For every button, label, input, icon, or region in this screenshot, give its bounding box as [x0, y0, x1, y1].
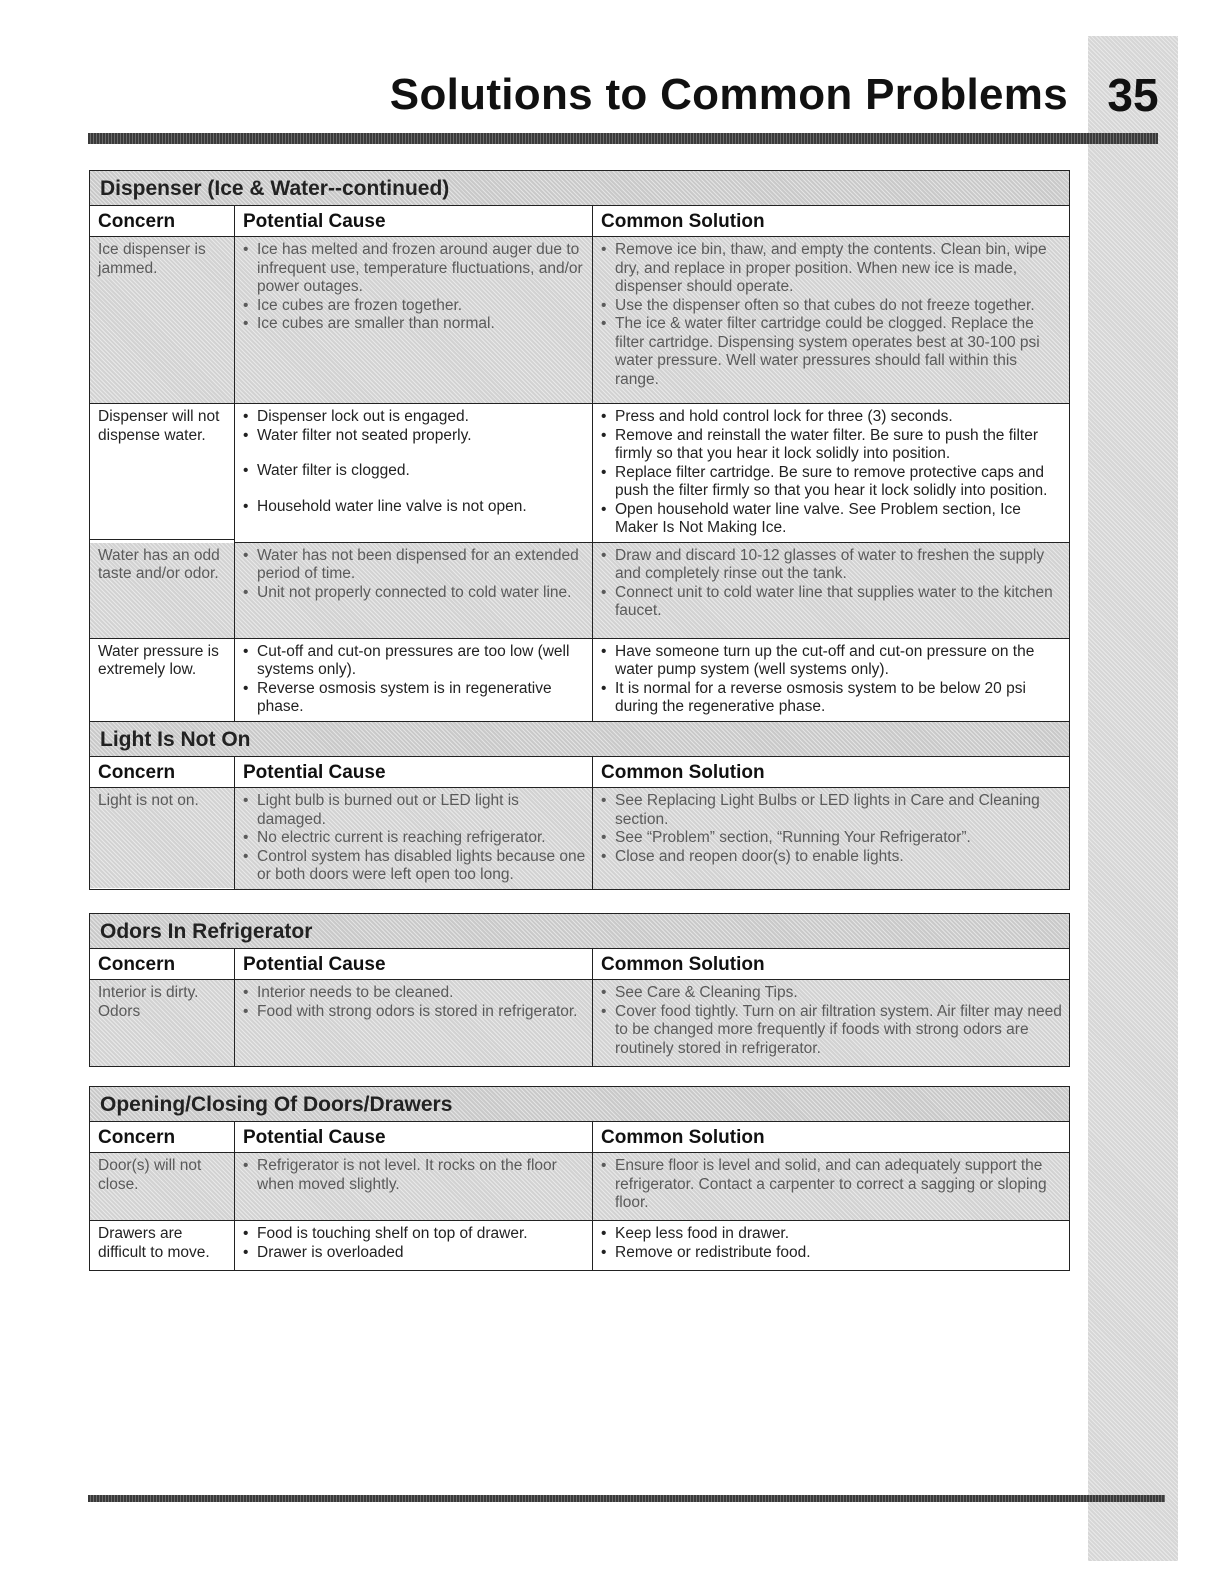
cause-header: Potential Cause [234, 757, 592, 788]
solution-item: • Replace filter cartridge. Be sure to remove protective caps and push the filter firmly so that you hear it lock solidly into position. [601, 464, 1063, 501]
solution-item: • See Care & Cleaning Tips. [601, 984, 1063, 1003]
bottom-rule [88, 1495, 1165, 1502]
cause-item: • Food is touching shelf on top of drawer. [243, 1225, 586, 1244]
solution-item: • Close and reopen door(s) to enable lights. [601, 848, 1063, 867]
solution-item: • Have someone turn up the cut-off and cut-on pressure on the water pump system (well systems only). [601, 643, 1063, 680]
solution-item: • Keep less food in drawer. [601, 1225, 1063, 1244]
section-title: Opening/Closing Of Doors/Drawers [90, 1087, 1069, 1122]
concern-cell: Drawers are difficult to move. [98, 1225, 210, 1261]
solution-item: • See “Problem” section, “Running Your Refrigerator”. [601, 829, 1063, 848]
cause-item: • Water has not been dispensed for an extended period of time. [243, 547, 586, 584]
section-dispenser [89, 170, 1070, 728]
cause-item: • Refrigerator is not level. It rocks on the floor when moved slightly. [243, 1157, 586, 1194]
concern-cell: Door(s) will not close. [90, 1153, 234, 1221]
solution-cell [592, 543, 1069, 639]
cause-item: • Control system has disabled lights because one or both doors were left open too long. [243, 848, 586, 885]
cause-item: • Drawer is overloaded [243, 1244, 586, 1263]
section-odors [89, 913, 1070, 1067]
solution-cell [592, 980, 1069, 1066]
cause-cell [234, 404, 592, 543]
cause-item: • Ice cubes are smaller than normal. [243, 315, 586, 334]
cause-item: • Food with strong odors is stored in refrigerator. [243, 1003, 586, 1022]
cause-item: • Water filter not seated properly. [243, 427, 586, 446]
solution-item: • Remove ice bin, thaw, and empty the contents. Clean bin, wipe dry, and replace in proper position. When new ice is made, dispenser should operate. [601, 241, 1063, 297]
cause-item: • Reverse osmosis system is in regenerative phase. [243, 680, 586, 717]
solution-item: • Press and hold control lock for three (3) seconds. [601, 408, 1063, 427]
solution-header: Common Solution [592, 1122, 1069, 1153]
solution-cell [592, 639, 1069, 727]
cause-cell [234, 1221, 592, 1270]
solution-item: • Open household water line valve. See Problem section, Ice Maker Is Not Making Ice. [601, 501, 1063, 538]
side-tab [1088, 36, 1178, 1561]
cause-item: • Light bulb is burned out or LED light is damaged. [243, 792, 586, 829]
cause-item: • Water filter is clogged. [243, 462, 586, 481]
cause-header: Potential Cause [234, 1122, 592, 1153]
section-title: Light Is Not On [90, 722, 1069, 757]
cause-cell [234, 543, 592, 639]
solution-cell [592, 404, 1069, 543]
concern-cell: Ice dispenser is jammed. [90, 237, 234, 404]
cause-cell [234, 237, 592, 404]
concern-header: Concern [90, 949, 234, 980]
solution-item: • Draw and discard 10-12 glasses of water to freshen the supply and completely rinse out the tank. [601, 547, 1063, 584]
solution-cell [592, 1153, 1069, 1221]
solution-item: • It is normal for a reverse osmosis system to be below 20 psi during the regenerative phase. [601, 680, 1063, 717]
concern-header: Concern [90, 757, 234, 788]
solution-item: • Use the dispenser often so that cubes do not freeze together. [601, 297, 1063, 316]
page-number: 35 [1107, 69, 1159, 121]
cause-header: Potential Cause [234, 206, 592, 237]
cause-cell [234, 639, 592, 727]
solution-cell [592, 788, 1069, 889]
solution-item: • Connect unit to cold water line that supplies water to the kitchen faucet. [601, 584, 1063, 621]
solution-item: • Remove and reinstall the water filter. Be sure to push the filter firmly so that you hear it lock solidly into position. [601, 427, 1063, 464]
solution-cell [592, 237, 1069, 404]
page-title: Solutions to Common Problems [389, 70, 1068, 119]
section-doors-drawers [89, 1086, 1070, 1271]
cause-item: • Household water line valve is not open. [243, 498, 586, 517]
solution-item: • The ice & water filter cartridge could be clogged. Replace the filter cartridge. Dispensing system operates best at 30-100 psi water pressure. Well water pressures should fall within this range. [601, 315, 1063, 389]
solution-header: Common Solution [592, 206, 1069, 237]
concern-cell: Water pressure is extremely low. [98, 642, 219, 678]
section-title: Dispenser (Ice & Water--continued) [90, 171, 1069, 206]
concern-cell: Interior is dirty. Odors [90, 980, 234, 1066]
section-light [89, 721, 1070, 890]
cause-item: • Unit not properly connected to cold water line. [243, 584, 586, 603]
cause-item: • Interior needs to be cleaned. [243, 984, 586, 1003]
cause-item: • Ice has melted and frozen around auger due to infrequent use, temperature fluctuations, and/or power outages. [243, 241, 586, 297]
solution-item: • Remove or redistribute food. [601, 1244, 1063, 1263]
cause-cell [234, 1153, 592, 1221]
cause-header: Potential Cause [234, 949, 592, 980]
top-rule [88, 133, 1158, 144]
concern-cell: Light is not on. [90, 788, 234, 888]
cause-cell [234, 788, 592, 889]
concern-header: Concern [90, 206, 234, 237]
cause-cell [234, 980, 592, 1066]
solution-item: • Cover food tightly. Turn on air filtration system. Air filter may need to be changed more frequently if foods with strong odors are routinely stored in refrigerator. [601, 1003, 1063, 1059]
cause-item: • Cut-off and cut-on pressures are too low (well systems only). [243, 643, 586, 680]
concern-cell: Water has an odd taste and/or odor. [90, 543, 234, 639]
solution-cell [592, 1221, 1069, 1270]
solution-header: Common Solution [592, 949, 1069, 980]
cause-item: • No electric current is reaching refrigerator. [243, 829, 586, 848]
section-title: Odors In Refrigerator [90, 914, 1069, 949]
concern-header: Concern [90, 1122, 234, 1153]
solution-header: Common Solution [592, 757, 1069, 788]
solution-item: • See Replacing Light Bulbs or LED lights in Care and Cleaning section. [601, 792, 1063, 829]
solution-item: • Ensure floor is level and solid, and can adequately support the refrigerator. Contact a carpenter to correct a sagging or sloping floor. [601, 1157, 1063, 1213]
cause-item: • Dispenser lock out is engaged. [243, 408, 586, 427]
cause-item: • Ice cubes are frozen together. [243, 297, 586, 316]
concern-cell: Dispenser will not dispense water. [90, 404, 234, 540]
